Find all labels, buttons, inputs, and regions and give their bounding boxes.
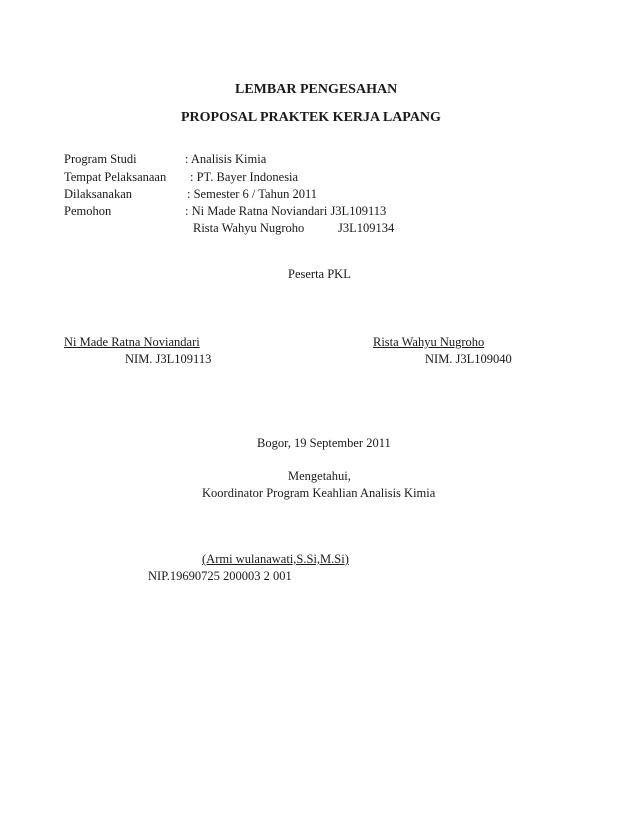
field-label-pemohon: Pemohon xyxy=(64,204,112,218)
mengetahui-label: Mengetahui, xyxy=(288,469,351,483)
coordinator-title: Koordinator Program Keahlian Analisis Kimia xyxy=(202,486,436,500)
signatory-right-name: Rista Wahyu Nugroho xyxy=(373,335,485,349)
field-label-tempat-pelaksanaan: Tempat Pelaksanaan xyxy=(64,170,167,184)
field-label-program-studi: Program Studi xyxy=(64,152,137,166)
signatory-left-name: Ni Made Ratna Noviandari xyxy=(64,335,200,349)
place-date: Bogor, 19 September 2011 xyxy=(257,436,391,450)
field-value-program-studi: : Analisis Kimia xyxy=(185,152,267,166)
field-label-dilaksanakan: Dilaksanakan xyxy=(64,187,133,201)
signatory-left-nim: NIM. J3L109113 xyxy=(125,352,212,366)
coordinator-nip: NIP.19690725 200003 2 001 xyxy=(148,569,292,583)
document-title: LEMBAR PENGESAHAN xyxy=(235,82,398,97)
pemohon-2-name: Rista Wahyu Nugroho xyxy=(193,221,305,235)
field-value-dilaksanakan: : Semester 6 / Tahun 2011 xyxy=(187,187,318,201)
coordinator-name: (Armi wulanawati,S.Si,M.Si) xyxy=(202,552,349,566)
field-value-tempat-pelaksanaan: : PT. Bayer Indonesia xyxy=(190,170,299,184)
field-value-pemohon: : Ni Made Ratna Noviandari J3L109113 xyxy=(185,204,387,218)
document-subtitle: PROPOSAL PRAKTEK KERJA LAPANG xyxy=(181,110,441,125)
pemohon-2-nim: J3L109134 xyxy=(338,221,395,235)
signatory-right-nim: NIM. J3L109040 xyxy=(425,352,512,366)
peserta-heading: Peserta PKL xyxy=(288,267,351,281)
